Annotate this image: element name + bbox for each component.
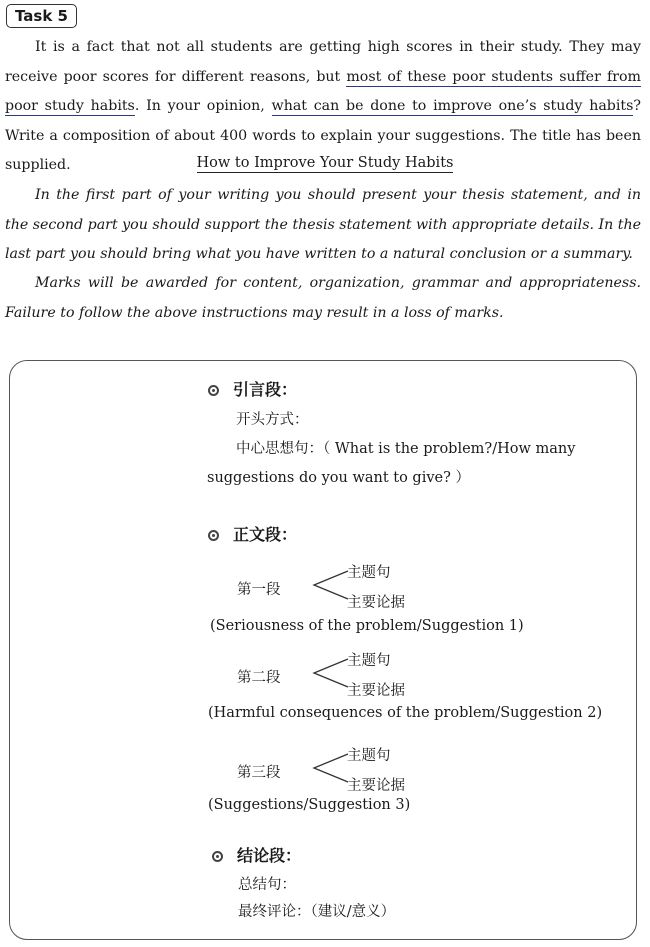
intro-line-thesis-cont: suggestions do you want to give? ） xyxy=(207,470,471,486)
task-label: Task 5 xyxy=(6,4,77,28)
underlined-phrase-2: what can be done to improve one’s study habits xyxy=(271,98,634,114)
body-paragraph-label-2: 第二段 xyxy=(237,670,281,686)
intro-line-thesis: 中心思想句：（ What is the problem?/How many xyxy=(236,441,576,457)
instructions-paragraph: In the first part of your writing you should present your thesis statement, and in the second part you should support the thesis statement with appropriate details. In the last part you should bring what you have written to a natural conclusion or a summary. xyxy=(5,187,641,262)
evidence-label: 主要论据 xyxy=(347,683,405,699)
branch-icon xyxy=(310,653,350,693)
underlined-phrase-1: most of these poor students suffer from poor study habits xyxy=(5,68,641,114)
essay-title-text: How to Improve Your Study Habits xyxy=(196,155,454,171)
evidence-label: 主要论据 xyxy=(347,778,405,794)
evidence-label: 主要论据 xyxy=(347,595,405,611)
marking-paragraph: Marks will be awarded for content, organization, grammar and appropriateness. Failure to follow the above instructions may result in a loss of marks. xyxy=(5,275,641,321)
conclusion-heading xyxy=(212,843,301,866)
body-heading-text: 正文段： xyxy=(233,525,298,544)
topic-sentence-label: 主题句 xyxy=(347,565,391,581)
prompt-text: . In your opinion, xyxy=(134,98,272,114)
intro-heading-text: 引言段： xyxy=(233,380,298,399)
topic-sentence-label: 主题句 xyxy=(347,748,391,764)
branch-icon xyxy=(310,565,350,605)
branch-icon xyxy=(310,748,350,788)
conclusion-line-comment: 最终评论：（建议/意义） xyxy=(238,904,396,920)
body-paragraph-note-3: (Suggestions/Suggestion 3) xyxy=(208,797,411,813)
body-paragraph-note-1: (Seriousness of the problem/Suggestion 1) xyxy=(210,618,524,634)
conclusion-line-summary: 总结句： xyxy=(238,877,296,893)
topic-sentence-label: 主题句 xyxy=(347,653,391,669)
bullet-icon xyxy=(208,530,219,541)
body-paragraph-note-2: (Harmful consequences of the problem/Suggestion 2) xyxy=(208,705,603,721)
body-heading xyxy=(208,522,297,545)
prompt-text: ? Write a composition of about 400 words to explain your suggestions. The title has been supplied. xyxy=(5,98,641,173)
body-paragraph-label-1: 第一段 xyxy=(237,582,281,598)
intro-heading xyxy=(208,377,297,400)
conclusion-heading-text: 结论段： xyxy=(237,846,302,865)
body-paragraph-label-3: 第三段 xyxy=(237,765,281,781)
bullet-icon xyxy=(212,851,223,862)
prompt-text: It is a fact that not all students are getting high scores in their study. They may receive poor scores for different reasons, but xyxy=(5,39,641,85)
essay-title xyxy=(0,155,650,171)
intro-line-opening: 开头方式： xyxy=(236,412,309,428)
bullet-icon xyxy=(208,385,219,396)
